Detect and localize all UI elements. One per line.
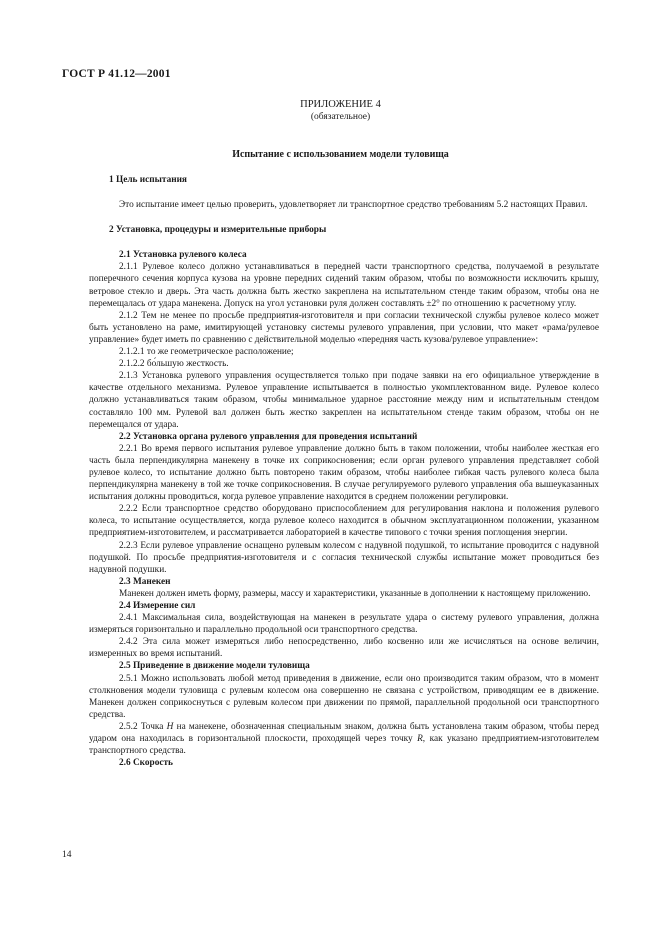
- paragraph-2-2-2: 2.2.2 Если транспортное средство оборудовано приспособлением для регулирования наклона и положения рулевого колеса, то испытание осуществляется, когда рулевое колесо находится в обычном эксплуатационном положении, указанном предприятием-изготовителем, и рассматривается лабораторией в качестве типового с точки зрения поглощения энергии.: [89, 504, 599, 539]
- point-r-symbol: R: [417, 734, 423, 745]
- paragraph-2-2-1: 2.2.1 Во время первого испытания рулевое управление должно быть в таком положении, чтобы наиболее жесткая его часть была перпендикулярна манекену в точке их соприкосновения; если орган рулевого управления представляет собой рулевое колесо, то испытание должно быть повторено таким образом, чтобы наиболее гибкая часть рулевого колеса была перпендикулярна манекену в той же точке соприкосновения. В случае регулируемого рулевого управления оба вышеуказанных испытания должны проводиться, когда рулевое управление находится в среднем положении регулировки.: [89, 443, 599, 503]
- document-body: [89, 98, 599, 769]
- section-2-1-heading: 2.1 Установка рулевого колеса: [119, 250, 247, 261]
- paragraph-2-3: Манекен должен иметь форму, размеры, массу и характеристики, указанные в дополнении к настоящему приложению.: [119, 588, 591, 599]
- section-2-5-heading: 2.5 Приведение в движение модели туловища: [119, 661, 310, 672]
- section-2-4-heading: 2.4 Измерение сил: [119, 601, 196, 611]
- paragraph-2-1-2-1: 2.1.2.1 то же геометрическое расположение;: [119, 347, 294, 358]
- paragraph-2-1-2-2: 2.1.2.2 бо́льшую жесткость.: [119, 359, 229, 370]
- paragraph-2-1-2: 2.1.2 Тем не менее по просьбе предприятия-изготовителя и при согласии технической службы рулевое колесо может быть установлено на раме, имитирующей установку системы рулевого управления, при условии, что макет «рама/рулевое управление» будет иметь по сравнению с действительной моделью «передняя часть кузова/рулевое управление»:: [89, 310, 599, 345]
- paragraph-2-5-2-part-c: , как указано предприятием-изготовителем транспортного средства.: [89, 734, 599, 757]
- section-2-3-heading: 2.3 Манекен: [119, 576, 171, 587]
- paragraph-2-4-1: 2.4.1 Максимальная сила, воздействующая на манекен в результате удара о систему рулевого управления, должна измеряться горизонтально и параллельно продольной оси транспортного средства.: [89, 613, 599, 636]
- document-header: ГОСТ Р 41.12—2001: [62, 68, 171, 80]
- section-2-heading: 2 Установка, процедуры и измерительные приборы: [109, 225, 327, 236]
- section-1-text: Это испытание имеет целью проверить, удовлетворяет ли транспортное средство требованиям 5.2 настоящих Правил.: [119, 200, 588, 211]
- appendix-subtitle: (обязательное): [310, 112, 371, 122]
- main-title: Испытание с использованием модели туловища: [232, 149, 449, 160]
- paragraph-2-2-3: 2.2.3 Если рулевое управление оснащено рулевым колесом с надувной подушкой, то испытание проводится с надувной подушкой. По просьбе предприятия-изготовителя и с согласия технической службы испытание может проводиться без надувной подушки.: [89, 540, 599, 575]
- section-1-heading: 1 Цель испытания: [109, 175, 187, 185]
- paragraph-2-5-2: [89, 721, 599, 757]
- paragraph-2-5-2-part-a: 2.5.2 Точка: [119, 721, 167, 732]
- appendix-title: ПРИЛОЖЕНИЕ 4: [300, 99, 381, 110]
- paragraph-2-5-1: 2.5.1 Можно использовать любой метод приведения в движение, если оно производится таким образом, что в момент столкновения модели туловища с рулевым колесом она совершенно не связана с устройством, приводящим ее в движение. Манекен должен соприкоснуться с рулевым колесом при движении по прямой, параллельной продольной оси транспортного средства.: [89, 673, 599, 720]
- page-number: 14: [62, 850, 72, 860]
- section-2-6-heading: 2.6 Скорость: [119, 758, 173, 769]
- section-2-2-heading: 2.2 Установка органа рулевого управления для проведения испытаний: [119, 431, 418, 442]
- paragraph-2-4-2: 2.4.2 Эта сила может измеряться либо непосредственно, либо косвенно или же исчисляться на основе величин, измеренных во время испытаний.: [89, 637, 599, 660]
- paragraph-2-1-3: 2.1.3 Установка рулевого управления осуществляется только при подаче заявки на его официальное утверждение в качестве отдельного механизма. Рулевое управление испытывается в полностью укомплектованном виде. Рулевое колесо должно устанавливаться таким образом, чтобы минимальное ударное расстояние между ним и испытательным стендом составляло 100 мм. Рулевой вал должен быть жестко закреплен на испытательном стенде таким образом, чтобы он не перемещался от удара.: [89, 371, 599, 430]
- paragraph-2-1-1: 2.1.1 Рулевое колесо должно устанавливаться в передней части транспортного средства, получаемой в результате поперечного сечения корпуса кузова на уровне передних сидений таким образом, чтобы по возможности исключить крышу, ветровое стекло и дверь. Эта часть должна быть жестко закреплена на испытательном стенде таким образом, чтобы она не перемещалась от удара манекена. Допуск на угол установки руля должен составлять ±2° по отношению к расчетному углу.: [89, 262, 599, 309]
- point-h-symbol: H: [166, 721, 174, 732]
- paragraph-2-5-2-part-b: на манекене, обозначенная специальным знаком, должна быть установлена таким образом, чтобы перед ударом она находилась в горизонтальной плоскости, проходящей через точку: [89, 721, 600, 745]
